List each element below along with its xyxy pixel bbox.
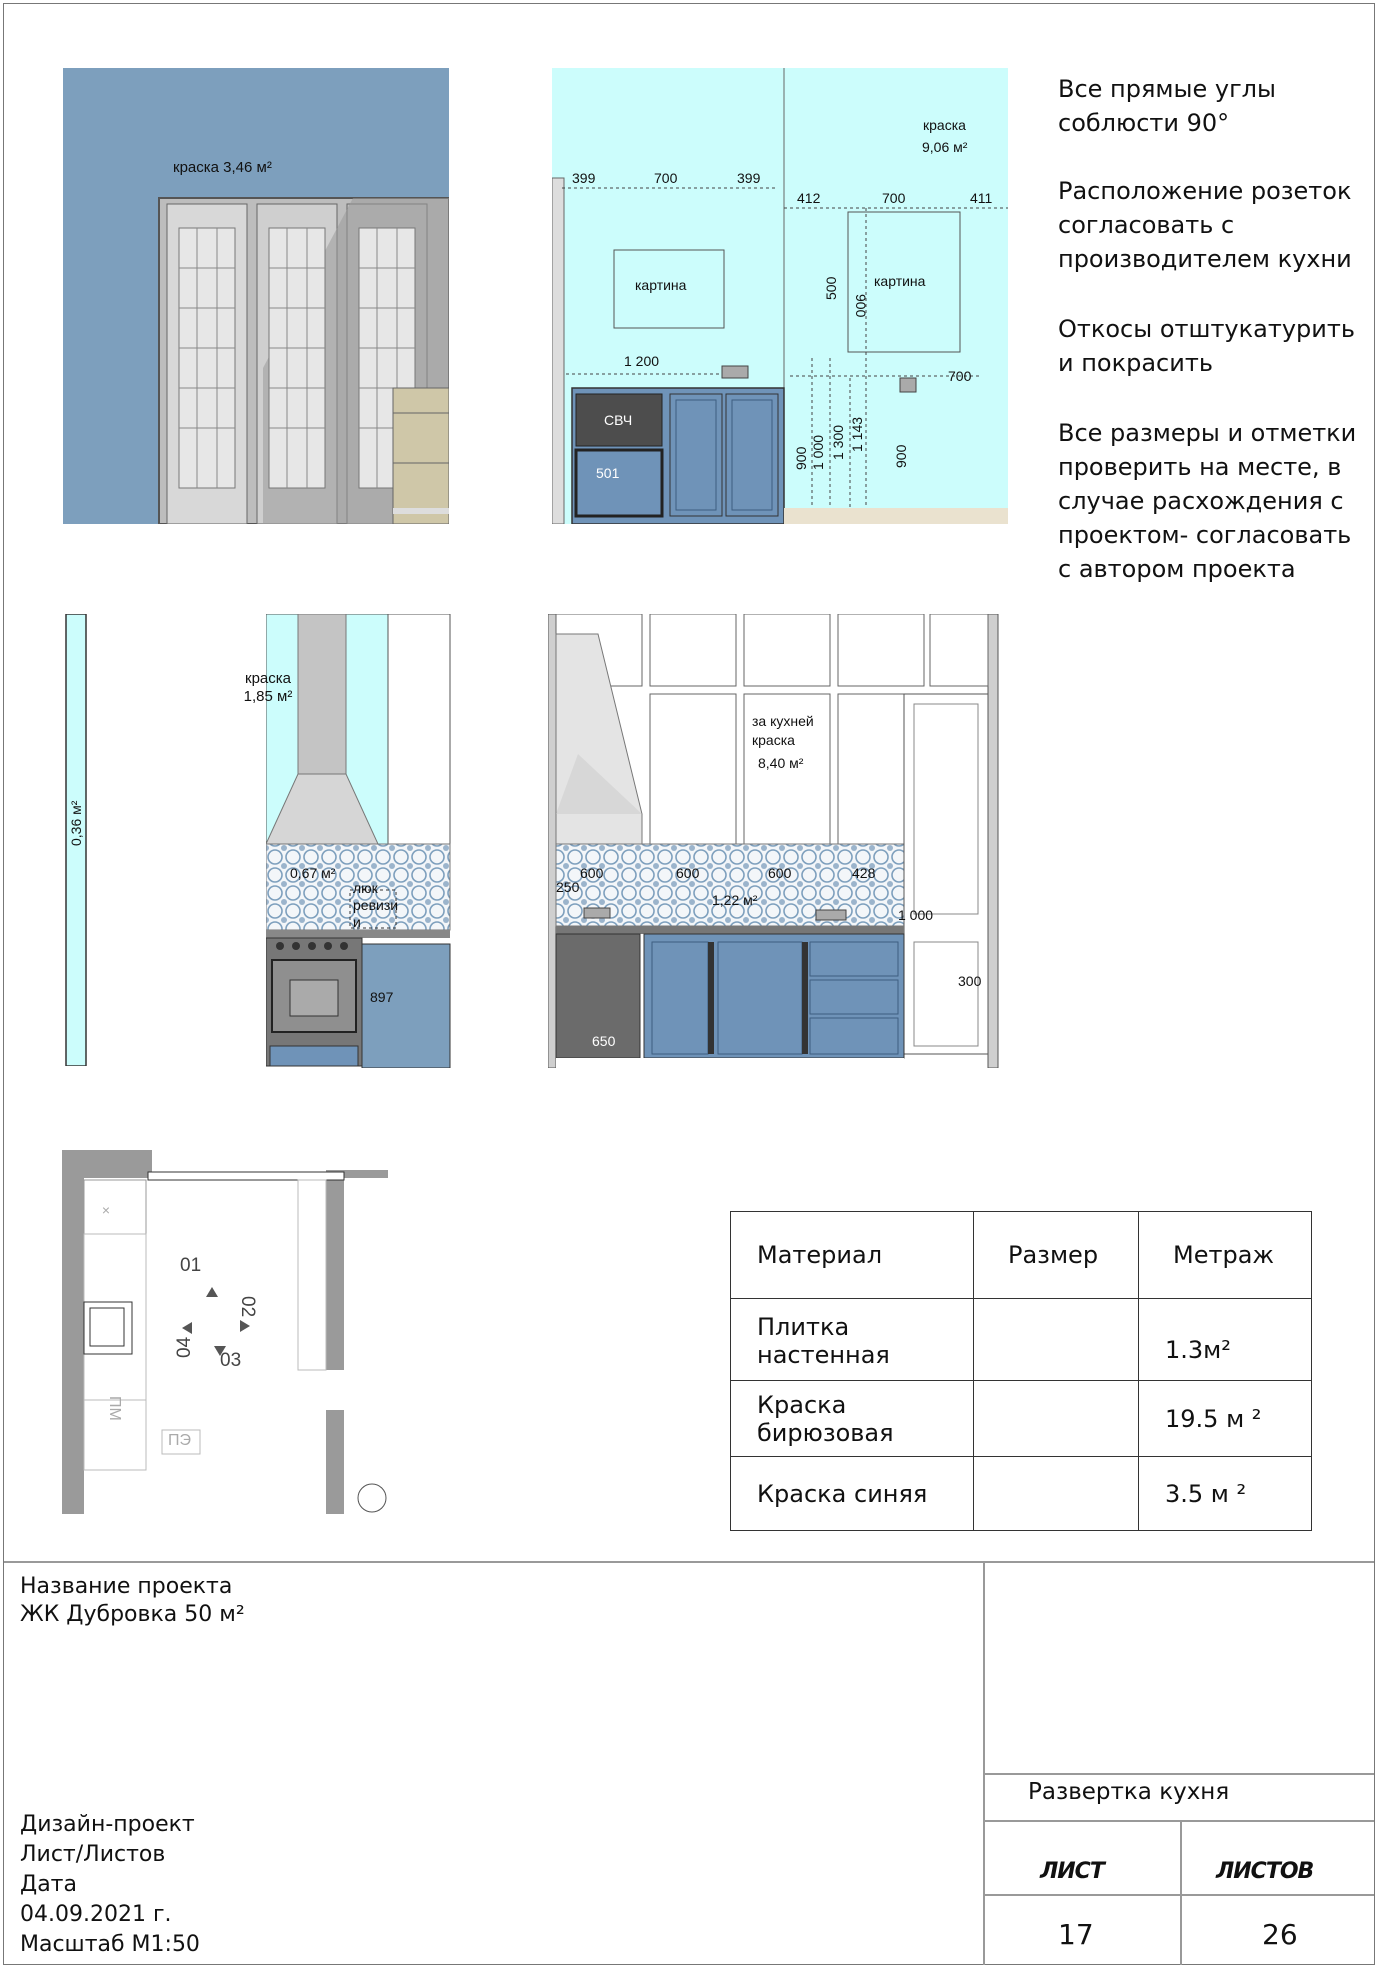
floor-plan [62,1150,388,1514]
plan-label: 04 [174,1336,195,1358]
dim-text: 1 000 [898,907,934,923]
elevation-d [548,614,1000,1068]
dim-text: 900 [853,294,869,318]
dim-text: 700 [654,170,678,186]
behind-label: за кухней [752,713,814,729]
drawing-title: Развертка кухня [1028,1779,1230,1805]
svg-text:×: × [101,1202,111,1218]
stove-dim: 897 [370,989,394,1005]
header-size: Размер [974,1212,1139,1299]
project-name: ЖК Дубровка 50 м² [20,1602,245,1627]
plan-label: 01 [180,1255,202,1276]
tile-area: 1,22 м² [712,892,758,908]
sheets-header: ЛИСТОВ [1216,1859,1314,1884]
elevation-c-side [64,614,90,1066]
dim-text: 250 [556,879,580,895]
oven-dim: 501 [596,465,620,481]
note-reveals: Откосы отштукатурить и покрасить [1058,315,1355,377]
cell-amount: 19.5 м ² [1139,1381,1312,1457]
table-header-row [731,1212,1312,1299]
dim-text: 700 [948,368,972,384]
date-label: Дата [20,1872,77,1897]
plan-label: ПМ [106,1396,123,1421]
table-row [731,1457,1312,1531]
cell-size [974,1457,1139,1531]
hatch-label: люк [353,880,378,896]
sheet-header: ЛИСТ [1040,1859,1104,1884]
side-area: 0,36 м² [68,800,84,846]
header-amount: Метраж [1139,1212,1312,1299]
cell-size [974,1381,1139,1457]
dim-text: 300 [958,973,982,989]
title-block-top-border [4,1561,1374,1563]
cell-size [974,1299,1139,1381]
scale-value: Масштаб М1:50 [20,1932,200,1957]
dim-text: 600 [768,865,792,881]
title-block-line [983,1820,1374,1822]
title-block-line [983,1894,1374,1896]
elevation-b [552,68,1008,524]
paint-label: краска [173,159,219,176]
cell-material: Краска синяя [731,1457,974,1531]
dim-text: 700 [882,190,906,206]
dim-text: 1 200 [624,353,660,369]
header-material: Материал [731,1212,974,1299]
microwave-label: СВЧ [604,412,633,428]
title-block-divider [983,1561,985,1965]
title-block-line [1180,1820,1182,1965]
dim-text: 412 [797,190,821,206]
dim-text: 1 300 [830,424,846,460]
title-block-line [983,1773,1374,1775]
paint-area: 3,46 м² [223,159,272,176]
materials-table [730,1211,1312,1531]
dim-text: 500 [823,276,839,300]
cell-material: Плитка настенная [731,1299,974,1381]
elevation-a [63,68,449,524]
picture-label: картина [874,273,926,289]
paint-area: 9,06 м² [922,139,968,155]
sheets-total: 26 [1262,1918,1298,1951]
hatch-label: ревизи [353,897,399,913]
dim-text: 900 [893,444,909,468]
paint-label: краска [245,670,291,687]
note-sockets: Расположение розеток согласовать с производителем кухни [1058,177,1352,273]
date-value: 04.09.2021 г. [20,1902,172,1927]
paint-area: 1,85 м² [243,688,293,705]
dim-text: 650 [592,1033,616,1049]
cell-amount: 1.3м² [1139,1299,1312,1381]
cell-amount: 3.5 м ² [1139,1457,1312,1531]
plan-label: ПЭ [168,1432,191,1449]
paint-label: краска [923,117,966,133]
note-angles: Все прямые углы соблюсти 90° [1058,75,1276,137]
dim-text: 399 [737,170,761,186]
paint-callout [240,670,296,706]
hatch-label: и [353,914,361,930]
dim-text: 600 [676,865,700,881]
sheet-number: 17 [1058,1918,1094,1951]
design-label: Дизайн-проект [20,1812,195,1837]
dim-text: 1 143 [849,416,865,452]
picture-label: картина [635,277,687,293]
note-dimensions: Все размеры и отметки проверить на месте, в случае расхождения с проектом- согласовать с автором проекта [1058,419,1357,583]
plan-label: 03 [220,1350,242,1371]
dim-text: 900 [793,446,809,470]
project-label: Название проекта [20,1574,233,1599]
cell-material: Краска бирюзовая [731,1381,974,1457]
dim-text: 428 [852,865,876,881]
dim-text: 399 [572,170,596,186]
paint-area: 8,40 м² [758,755,804,771]
tile-area: 0,67 м² [290,865,336,881]
paint-label: краска [752,732,795,748]
plan-label: 02 [237,1296,258,1318]
table-row [731,1381,1312,1457]
table-row [731,1299,1312,1381]
dim-text: 600 [580,865,604,881]
sheet-label: Лист/Листов [20,1842,166,1867]
dim-text: 1 000 [810,434,826,470]
dim-text: 411 [970,190,993,206]
